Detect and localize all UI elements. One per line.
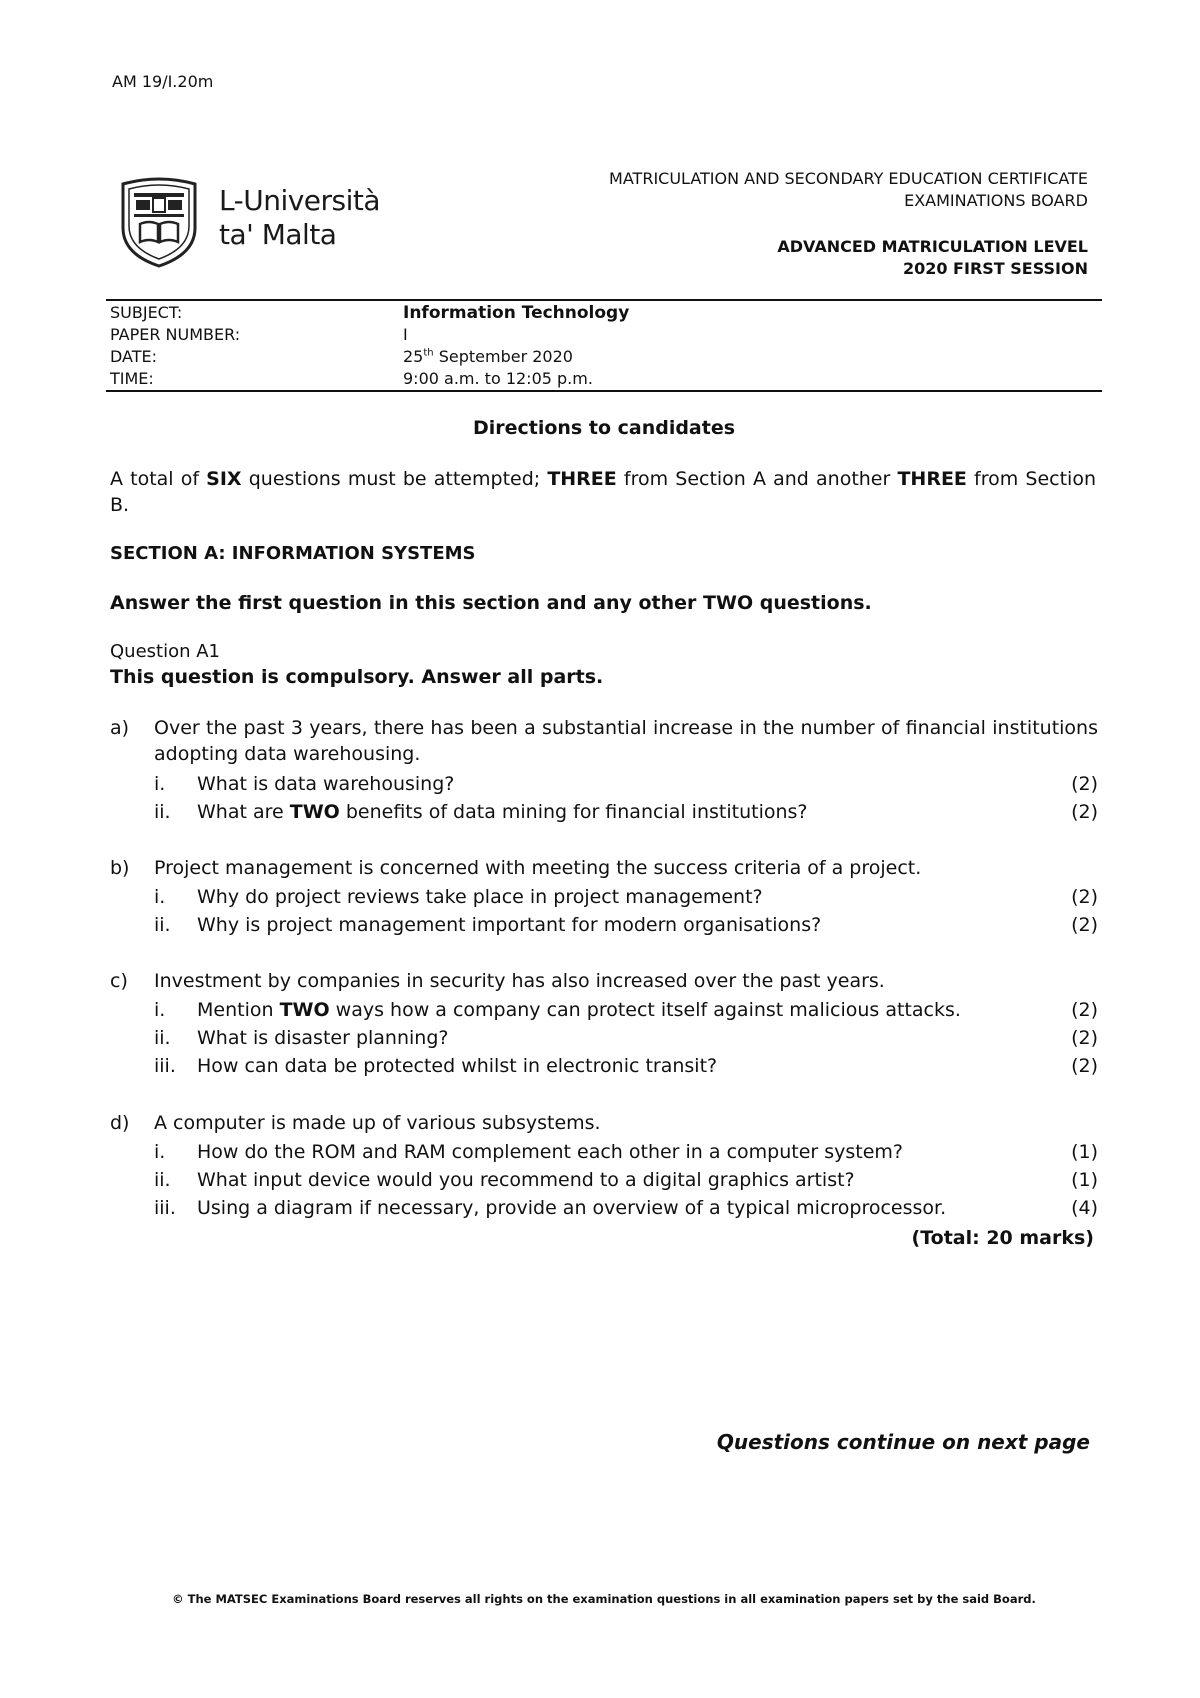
date-day: 25 [403, 347, 424, 366]
date-value [403, 346, 573, 368]
section-title: SECTION A: INFORMATION SYSTEMS [110, 543, 476, 564]
subquestion-number: i. [154, 999, 166, 1021]
top-divider [106, 299, 1102, 301]
board-line1: MATRICULATION AND SECONDARY EDUCATION CERTIFICATE [609, 169, 1088, 188]
subquestion [154, 1166, 1098, 1194]
part-letter: c) [110, 970, 128, 992]
subquestion-marks: (2) [1071, 999, 1098, 1021]
subquestion-marks: (4) [1071, 1197, 1098, 1219]
subquestion-text: Using a diagram if necessary, provide an overview of a typical microprocessor. [197, 1197, 947, 1219]
subquestion [154, 1138, 1098, 1166]
subquestion-text: What is data warehousing? [197, 773, 455, 795]
examinations-board [448, 168, 1088, 212]
university-name-line2: ta' Malta [219, 218, 337, 251]
subquestion [154, 911, 1098, 939]
date-row [110, 346, 629, 368]
subquestion [154, 883, 1098, 911]
subquestion [154, 996, 1098, 1024]
directions-text: A total of SIX questions must be attempted; THREE from Section A and another THREE from Section B. [110, 468, 1096, 516]
time-row [110, 368, 629, 390]
subquestion-text: Why do project reviews take place in project management? [197, 886, 763, 908]
subquestion [154, 798, 1098, 826]
subquestion-marks: (2) [1071, 1055, 1098, 1077]
question-part-a [110, 715, 1098, 825]
total-marks: (Total: 20 marks) [911, 1227, 1094, 1249]
subject-row [110, 302, 629, 324]
continue-note: Questions continue on next page [716, 1430, 1090, 1454]
question-part-b [110, 855, 1098, 945]
subquestion-text: Mention TWO ways how a company can protect itself against malicious attacks. [197, 999, 961, 1021]
subquestion-text: How can data be protected whilst in electronic transit? [197, 1055, 718, 1077]
subquestion-marks: (2) [1071, 886, 1098, 908]
subquestion-text: What are TWO benefits of data mining for financial institutions? [197, 801, 808, 823]
subquestion-marks: (1) [1071, 1169, 1098, 1191]
university-logo [118, 176, 408, 268]
subquestion [154, 1194, 1098, 1222]
time-value: 9:00 a.m. to 12:05 p.m. [403, 369, 593, 388]
paper-row [110, 324, 629, 346]
level-line1: ADVANCED MATRICULATION LEVEL [777, 237, 1088, 256]
university-name [219, 184, 380, 252]
question-part-c [110, 968, 1098, 1084]
part-letter: b) [110, 857, 130, 879]
subquestion-number: iii. [154, 1197, 176, 1219]
part-letter: a) [110, 717, 130, 739]
subquestion [154, 770, 1098, 798]
part-stem: Project management is concerned with meeting the success criteria of a project. [154, 857, 922, 879]
board-line2: EXAMINATIONS BOARD [904, 191, 1088, 210]
subquestion-number: i. [154, 773, 166, 795]
subquestion-number: ii. [154, 1027, 171, 1049]
subquestion [154, 1024, 1098, 1052]
subquestion-number: ii. [154, 1169, 171, 1191]
subquestion-number: iii. [154, 1055, 176, 1077]
subquestion [154, 1052, 1098, 1080]
copyright-footer: © The MATSEC Examinations Board reserves all rights on the examination questions in all examination papers set by the said Board. [172, 1592, 1036, 1606]
compulsory-note: This question is compulsory. Answer all parts. [110, 666, 604, 688]
subquestion-text: Why is project management important for modern organisations? [197, 914, 822, 936]
subquestion-text: What input device would you recommend to a digital graphics artist? [197, 1169, 855, 1191]
subquestion-number: ii. [154, 801, 171, 823]
subject-label: SUBJECT: [110, 303, 183, 322]
date-label: DATE: [110, 347, 158, 366]
directions-heading: Directions to candidates [472, 417, 736, 439]
subquestion-marks: (2) [1071, 914, 1098, 936]
page-code: AM 19/I.20m [112, 72, 214, 91]
subquestion-text: How do the ROM and RAM complement each other in a computer system? [197, 1141, 904, 1163]
part-stem: Investment by companies in security has also increased over the past years. [154, 970, 885, 992]
subquestion-number: i. [154, 1141, 166, 1163]
subquestion-marks: (2) [1071, 773, 1098, 795]
section-instruction: Answer the first question in this section and any other TWO questions. [110, 592, 872, 614]
subject-value: Information Technology [403, 303, 630, 323]
exam-level [448, 236, 1088, 280]
subquestion-number: i. [154, 886, 166, 908]
date-month-year: September 2020 [433, 347, 573, 366]
subquestion-marks: (1) [1071, 1141, 1098, 1163]
exam-details [110, 302, 629, 390]
university-name-line1: L-Università [219, 184, 381, 217]
subquestion-number: ii. [154, 914, 171, 936]
subquestion-marks: (2) [1071, 1027, 1098, 1049]
date-suffix: th [423, 347, 434, 359]
subquestion-marks: (2) [1071, 801, 1098, 823]
bottom-divider [106, 390, 1102, 392]
paper-value: I [403, 325, 408, 344]
question-number: Question A1 [110, 641, 220, 662]
crest-icon [118, 176, 200, 268]
part-stem: A computer is made up of various subsystems. [154, 1112, 601, 1134]
question-part-d [110, 1110, 1098, 1226]
subquestion-text: What is disaster planning? [197, 1027, 449, 1049]
time-label: TIME: [110, 369, 154, 388]
part-stem: Over the past 3 years, there has been a substantial increase in the number of financial institutions adopting data warehousing. [154, 717, 1098, 765]
part-letter: d) [110, 1112, 130, 1134]
paper-label: PAPER NUMBER: [110, 325, 241, 344]
level-line2: 2020 FIRST SESSION [902, 259, 1088, 278]
